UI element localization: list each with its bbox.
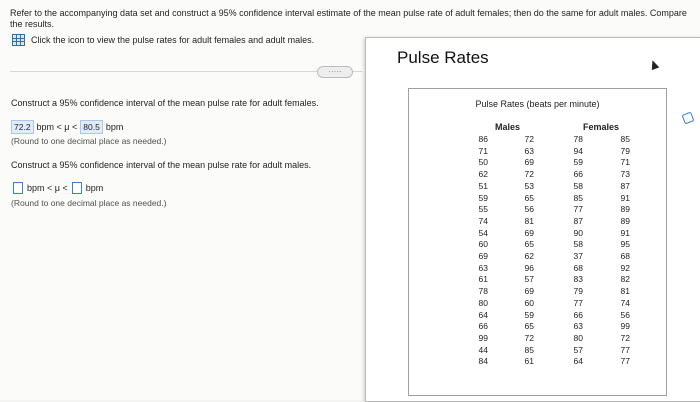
- pulse-value: 62: [524, 251, 534, 262]
- pulse-value: 68: [620, 251, 630, 262]
- pulse-value: 92: [620, 262, 630, 273]
- pulse-value: 78: [573, 134, 583, 144]
- pulse-value: 82: [620, 274, 630, 285]
- pulse-value: 60: [478, 239, 488, 250]
- pulse-value: 91: [620, 192, 630, 203]
- pulse-value: 85: [620, 134, 630, 144]
- copy-icon[interactable]: [682, 112, 695, 125]
- pulse-value: 83: [573, 274, 583, 285]
- males-header: Males: [495, 122, 521, 132]
- female-middle-label: bpm < μ <: [36, 122, 78, 132]
- pulse-value: 58: [573, 239, 583, 250]
- pulse-value: 71: [478, 145, 488, 156]
- pulse-value: 94: [573, 145, 583, 156]
- female-answer-row: [11, 120, 123, 134]
- pulse-value: 81: [620, 286, 630, 297]
- pulse-value: 96: [524, 262, 534, 273]
- pulse-value: 60: [524, 297, 534, 308]
- rounding-hint-female: (Round to one decimal place as needed.): [11, 136, 167, 146]
- male-unit-label: bpm: [85, 183, 104, 193]
- male-ci-prompt: Construct a 95% confidence interval of the mean pulse rate for adult males.: [11, 160, 312, 170]
- pulse-value: 78: [478, 286, 488, 297]
- pulse-value: 72: [620, 332, 630, 343]
- question-text: Refer to the accompanying data set and construct a 95% confidence interval estimate of the mean pulse rate of adult females; then do the same for adult males. Compare the results.: [10, 8, 687, 29]
- pulse-value: 69: [524, 286, 534, 297]
- pulse-value: 65: [524, 321, 534, 332]
- pulse-value: 65: [524, 239, 534, 250]
- male-answer-row: [11, 182, 103, 194]
- pulse-value: 56: [524, 204, 534, 215]
- females-column-2: [604, 134, 630, 368]
- pulse-value: 64: [478, 309, 488, 320]
- pulse-value: 53: [524, 180, 534, 191]
- mouse-cursor-icon: [649, 59, 660, 70]
- pulse-value: 54: [478, 227, 488, 238]
- pulse-value: 87: [620, 180, 630, 191]
- pulse-value: 95: [620, 239, 630, 250]
- pulse-value: 59: [573, 157, 583, 168]
- pulse-value: 59: [524, 309, 534, 320]
- pulse-value: 74: [620, 297, 630, 308]
- pulse-value: 63: [524, 145, 534, 156]
- pulse-value: 61: [524, 356, 534, 367]
- pulse-value: 73: [620, 169, 630, 180]
- pulse-value: 66: [573, 309, 583, 320]
- pulse-value: 85: [524, 344, 534, 355]
- pulse-value: 87: [573, 215, 583, 226]
- female-lower-input[interactable]: 72.2: [11, 120, 34, 134]
- females-header: Females: [583, 122, 620, 132]
- pulse-value: 85: [573, 192, 583, 203]
- pulse-value: 57: [573, 344, 583, 355]
- females-column-1: [557, 134, 583, 368]
- modal-title: Pulse Rates: [397, 48, 489, 67]
- pulse-value: 80: [573, 332, 583, 343]
- males-column-2: [508, 134, 534, 368]
- pulse-value: 63: [478, 262, 488, 273]
- pulse-value: 99: [478, 332, 488, 343]
- pulse-value: 86: [478, 134, 488, 144]
- pulse-value: 74: [478, 215, 488, 226]
- male-lower-input[interactable]: [13, 182, 23, 194]
- pulse-value: 61: [478, 274, 488, 285]
- pulse-rates-modal: [365, 37, 700, 402]
- table-title: Pulse Rates (beats per minute): [475, 99, 600, 109]
- pulse-value: 69: [524, 227, 534, 238]
- pulse-value: 50: [478, 157, 488, 168]
- data-table-icon[interactable]: [12, 34, 25, 46]
- pulse-value: 77: [620, 356, 630, 367]
- pulse-value: 65: [524, 192, 534, 203]
- pulse-value: 44: [478, 344, 488, 355]
- pulse-value: 99: [620, 321, 630, 332]
- pulse-value: 57: [524, 274, 534, 285]
- pulse-value: 55: [478, 204, 488, 215]
- female-ci-prompt: Construct a 95% confidence interval of the mean pulse rate for adult females.: [11, 98, 319, 108]
- pulse-value: 62: [478, 169, 488, 180]
- pulse-value: 79: [573, 286, 583, 297]
- pulse-value: 72: [524, 169, 534, 180]
- pulse-value: 64: [573, 356, 583, 367]
- pulse-value: 72: [524, 332, 534, 343]
- pulse-value: 80: [478, 297, 488, 308]
- pulse-value: 84: [478, 356, 488, 367]
- pulse-value: 72: [524, 134, 534, 144]
- pulse-value: 63: [573, 321, 583, 332]
- pulse-value: 69: [524, 157, 534, 168]
- male-middle-label: bpm < μ <: [27, 183, 68, 193]
- pulse-value: 89: [620, 215, 630, 226]
- pulse-value: 59: [478, 192, 488, 203]
- pulse-value: 81: [524, 215, 534, 226]
- pulse-value: 51: [478, 180, 488, 191]
- pulse-value: 90: [573, 227, 583, 238]
- pulse-value: 77: [573, 204, 583, 215]
- female-upper-input[interactable]: 80.5: [80, 120, 103, 134]
- pulse-value: 91: [620, 227, 630, 238]
- pulse-value: 71: [620, 157, 630, 168]
- pulse-value: 66: [573, 169, 583, 180]
- pulse-rates-table: [408, 88, 667, 396]
- pulse-value: 89: [620, 204, 630, 215]
- pulse-value: 37: [573, 251, 583, 262]
- pulse-value: 69: [478, 251, 488, 262]
- help-row[interactable]: [12, 34, 314, 46]
- rounding-hint-male: (Round to one decimal place as needed.): [11, 198, 167, 208]
- pulse-value: 68: [573, 262, 583, 273]
- section-divider: [10, 71, 362, 72]
- males-column-1: [462, 134, 488, 368]
- expand-handle[interactable]: ·····: [317, 66, 353, 78]
- help-text: Click the icon to view the pulse rates for adult females and adult males.: [31, 35, 315, 45]
- pulse-value: 58: [573, 180, 583, 191]
- pulse-value: 66: [478, 321, 488, 332]
- pulse-value: 79: [620, 145, 630, 156]
- pulse-value: 56: [620, 309, 630, 320]
- pulse-value: 77: [573, 297, 583, 308]
- male-upper-input[interactable]: [72, 182, 82, 194]
- pulse-value: 77: [620, 344, 630, 355]
- female-unit-label: bpm: [105, 122, 124, 132]
